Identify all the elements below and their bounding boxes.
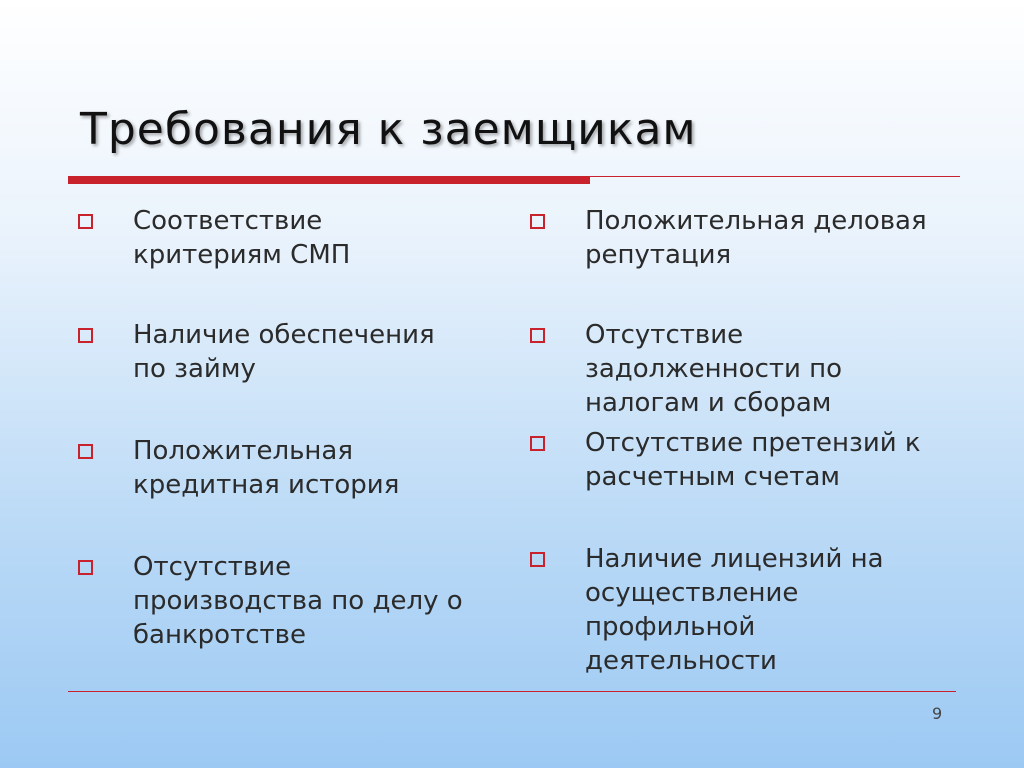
footer-divider	[68, 691, 956, 692]
hollow-square-bullet-icon	[530, 328, 545, 343]
list-item-text: Наличие обеспечения по займу	[133, 320, 435, 384]
hollow-square-bullet-icon	[530, 552, 545, 567]
title-underline-thin	[590, 176, 960, 177]
hollow-square-bullet-icon	[530, 436, 545, 451]
hollow-square-bullet-icon	[78, 560, 93, 575]
hollow-square-bullet-icon	[78, 214, 93, 229]
list-item	[528, 204, 927, 272]
list-item	[76, 434, 399, 502]
list-item-text: Положительная кредитная история	[133, 436, 400, 500]
list-item-text: Положительная деловая репутация	[585, 206, 927, 270]
list-item-text: Соответствие критериям СМП	[133, 206, 351, 270]
list-item-text: Наличие лицензий на осуществление профильной деятельности	[585, 544, 884, 676]
list-item	[76, 204, 350, 272]
hollow-square-bullet-icon	[530, 214, 545, 229]
title-underline-thick	[68, 176, 590, 184]
hollow-square-bullet-icon	[78, 444, 93, 459]
page-number: 9	[932, 704, 943, 723]
list-item-text: Отсутствие производства по делу о банкротстве	[133, 552, 463, 650]
list-item	[528, 318, 842, 420]
list-item	[76, 550, 463, 652]
list-item	[528, 542, 884, 678]
slide-title: Требования к заемщикам	[80, 104, 697, 155]
hollow-square-bullet-icon	[78, 328, 93, 343]
list-item	[528, 426, 921, 494]
list-item	[76, 318, 435, 386]
list-item-text: Отсутствие претензий к расчетным счетам	[585, 428, 921, 492]
list-item-text: Отсутствие задолженности по налогам и сборам	[585, 320, 843, 418]
